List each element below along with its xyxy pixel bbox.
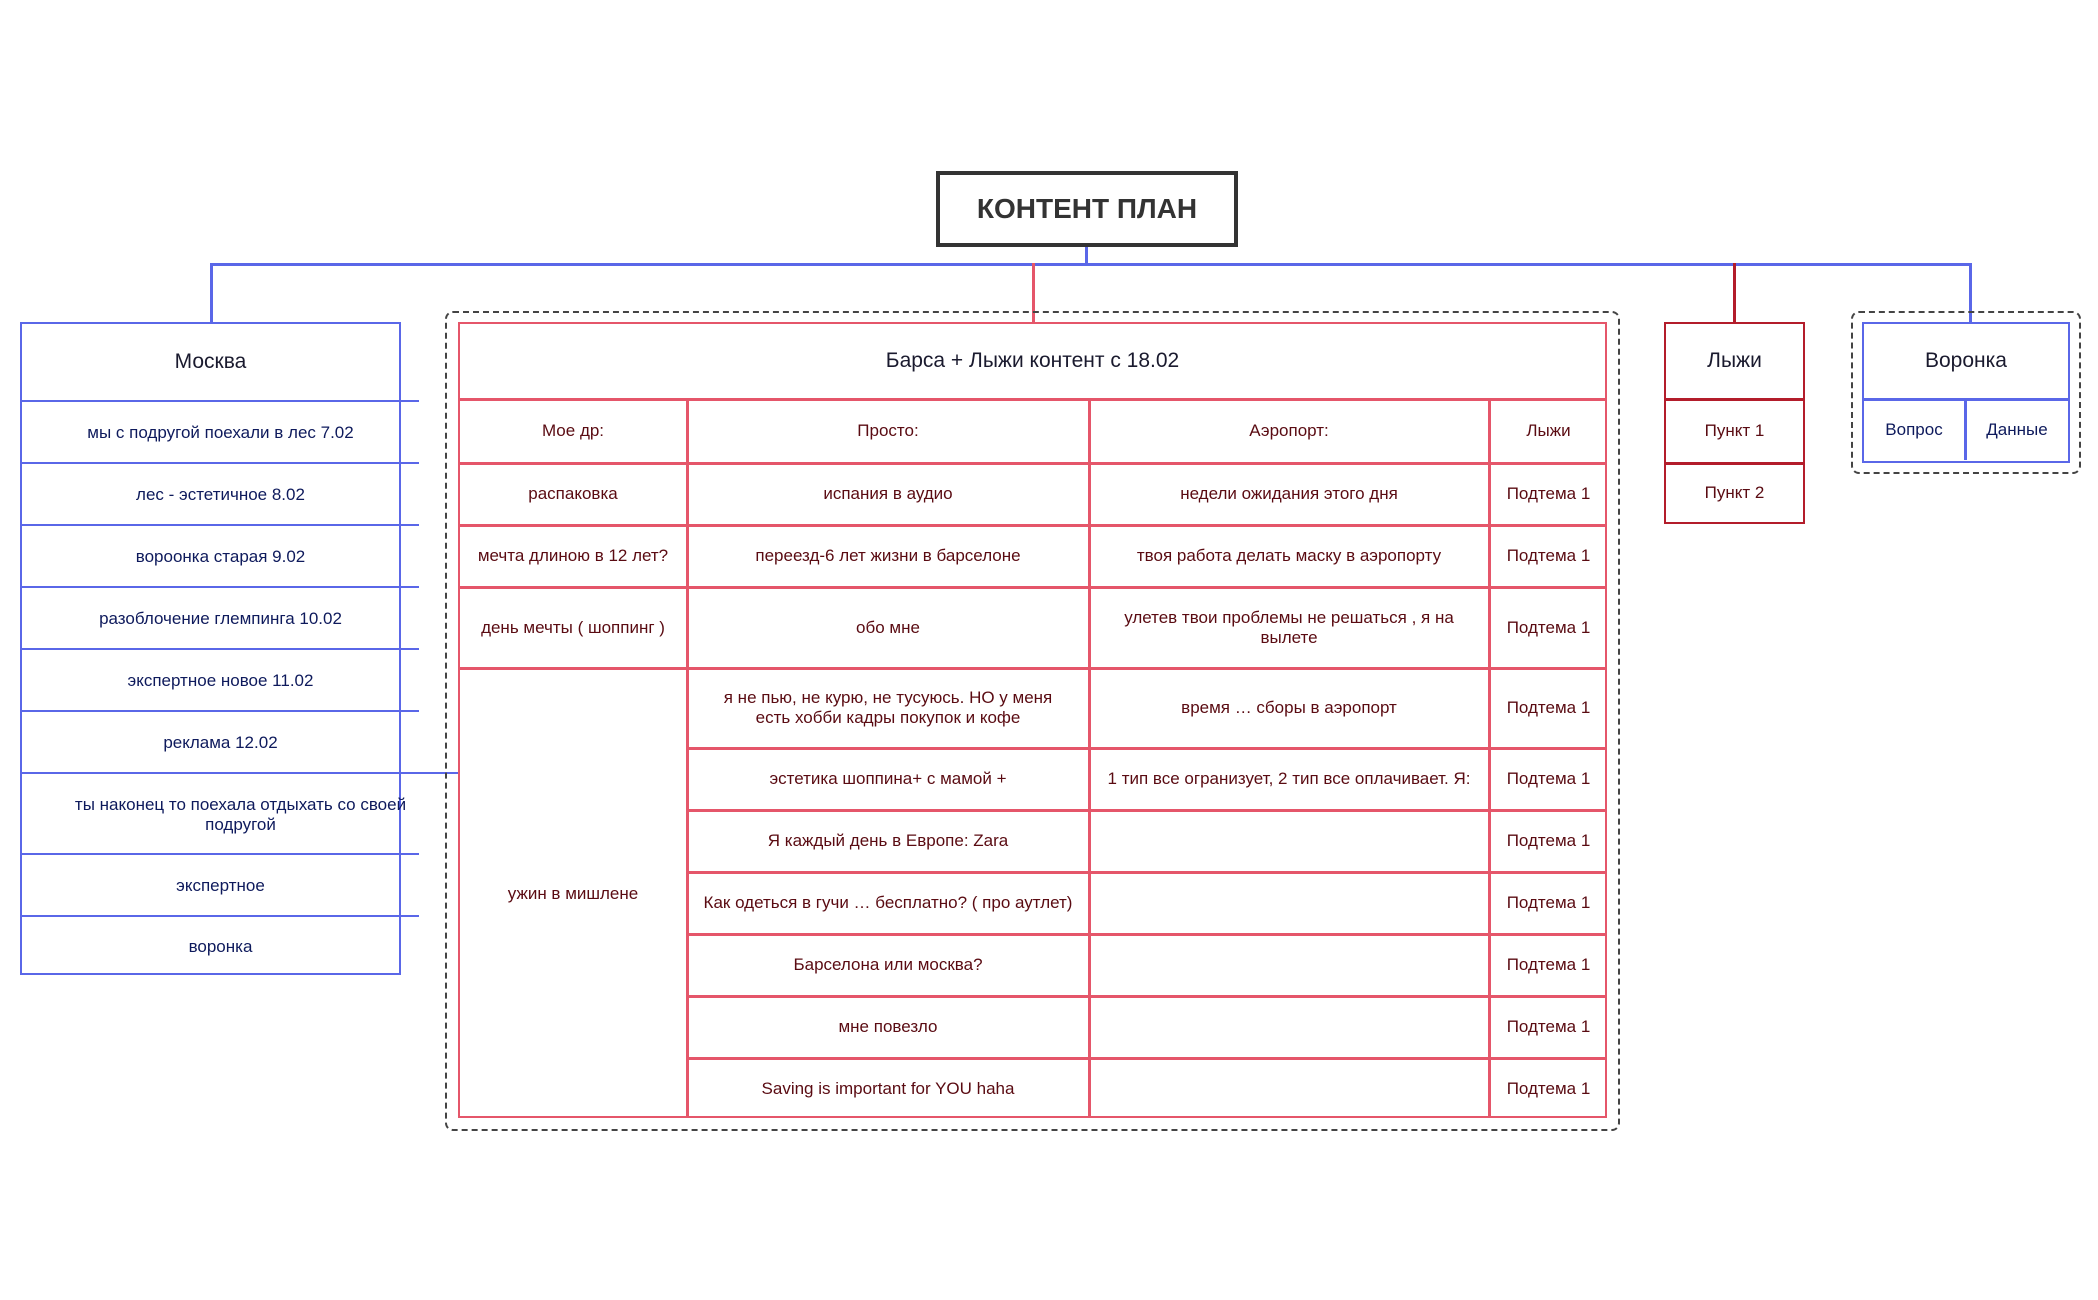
table-cell[interactable]: Подтема 1 xyxy=(1506,769,1591,789)
table-cell[interactable]: распаковка xyxy=(528,484,618,504)
voronka-box[interactable] xyxy=(1862,322,2070,463)
table-cell[interactable] xyxy=(1090,811,1488,871)
list-item[interactable]: реклама 12.02 xyxy=(22,710,419,774)
list-item[interactable]: вороонка старая 9.02 xyxy=(22,524,419,588)
table-cell[interactable]: мне повезло xyxy=(838,1017,938,1037)
barsa-table[interactable] xyxy=(458,322,1607,1118)
list-item[interactable]: Пункт 1 xyxy=(1704,421,1765,441)
column-header[interactable]: Аэропорт: xyxy=(1249,421,1329,441)
table-cell[interactable]: Подтема 1 xyxy=(1506,484,1591,504)
lyzhi-header[interactable]: Лыжи xyxy=(1707,348,1762,372)
list-item[interactable]: Пункт 2 xyxy=(1704,482,1765,502)
table-cell[interactable]: Подтема 1 xyxy=(1506,698,1591,718)
barsa-header[interactable]: Барса + Лыжи контент с 18.02 xyxy=(885,348,1180,372)
table-cell[interactable]: Подтема 1 xyxy=(1506,893,1591,913)
moskva-header[interactable]: Москва xyxy=(174,349,247,373)
voronka-header[interactable]: Воронка xyxy=(1925,348,2007,372)
lyzhi-list[interactable] xyxy=(1664,322,1805,524)
table-cell[interactable]: 1 тип все огранизует, 2 тип все оплачивает. Я: xyxy=(1107,769,1471,789)
table-cell[interactable]: день мечты ( шоппинг ) xyxy=(481,617,665,637)
table-cell[interactable]: я не пью, не курю, не тусуюсь. НО у меня есть хобби кадры покупок и кофе xyxy=(723,688,1053,727)
connector-horizontal-blue xyxy=(210,263,1972,266)
table-cell[interactable]: обо мне xyxy=(856,617,920,637)
list-item[interactable]: Вопрос xyxy=(1885,420,1943,440)
table-cell[interactable]: Подтема 1 xyxy=(1506,546,1591,566)
list-item[interactable]: лес - эстетичное 8.02 xyxy=(22,462,419,526)
table-cell[interactable]: улетев твои проблемы не решаться , я на вылете xyxy=(1124,607,1454,647)
table-cell[interactable]: переезд-6 лет жизни в барселоне xyxy=(755,546,1021,566)
connector-moskva xyxy=(210,263,213,323)
list-item[interactable]: разоблочение глемпинга 10.02 xyxy=(22,586,419,650)
table-cell[interactable]: ужин в мишлене xyxy=(507,883,639,903)
table-cell[interactable] xyxy=(1090,997,1488,1057)
list-item[interactable]: экспертное новое 11.02 xyxy=(22,648,419,712)
table-cell[interactable] xyxy=(1090,935,1488,995)
table-cell[interactable]: Барселона или москва? xyxy=(793,955,983,975)
table-cell[interactable]: мечта длиною в 12 лет? xyxy=(477,546,669,566)
table-cell[interactable]: эстетика шоппина+ с мамой + xyxy=(769,769,1007,789)
table-cell[interactable]: Подтема 1 xyxy=(1506,617,1591,637)
page-title[interactable]: КОНТЕНТ ПЛАН xyxy=(936,171,1238,247)
table-cell[interactable]: недели ожидания этого дня xyxy=(1180,484,1398,504)
column-header[interactable]: Мое др: xyxy=(541,421,605,441)
table-cell[interactable]: испания в аудио xyxy=(823,484,953,504)
table-cell[interactable]: Как одеться в гучи … бесплатно? ( про аутлет) xyxy=(703,893,1073,913)
list-item[interactable]: мы с подругой поехали в лес 7.02 xyxy=(22,400,419,464)
table-cell[interactable]: Я каждый день в Европе: Zara xyxy=(767,831,1009,851)
list-item[interactable]: ты наконец то поехала отдыхать со своей подругой xyxy=(22,772,459,855)
table-cell[interactable] xyxy=(1090,873,1488,933)
table-cell[interactable]: Saving is important for YOU haha xyxy=(761,1078,1015,1098)
column-header[interactable]: Лыжи xyxy=(1526,421,1571,441)
list-item[interactable]: воронка xyxy=(22,915,419,977)
list-item[interactable]: Данные xyxy=(1986,420,2048,440)
table-cell[interactable]: Подтема 1 xyxy=(1506,1017,1591,1037)
table-cell[interactable]: Подтема 1 xyxy=(1506,955,1591,975)
table-cell[interactable]: Подтема 1 xyxy=(1506,1078,1591,1098)
table-cell[interactable]: Подтема 1 xyxy=(1506,831,1591,851)
table-cell[interactable]: твоя работа делать маску в аэропорту xyxy=(1136,546,1442,566)
table-cell[interactable] xyxy=(1090,1059,1488,1118)
list-item[interactable]: экспертное xyxy=(22,853,419,917)
moskva-list[interactable] xyxy=(20,322,407,975)
column-header[interactable]: Просто: xyxy=(857,421,919,441)
connector-lyzhi xyxy=(1733,263,1736,323)
table-cell[interactable]: время … сборы в аэропорт xyxy=(1181,698,1397,718)
